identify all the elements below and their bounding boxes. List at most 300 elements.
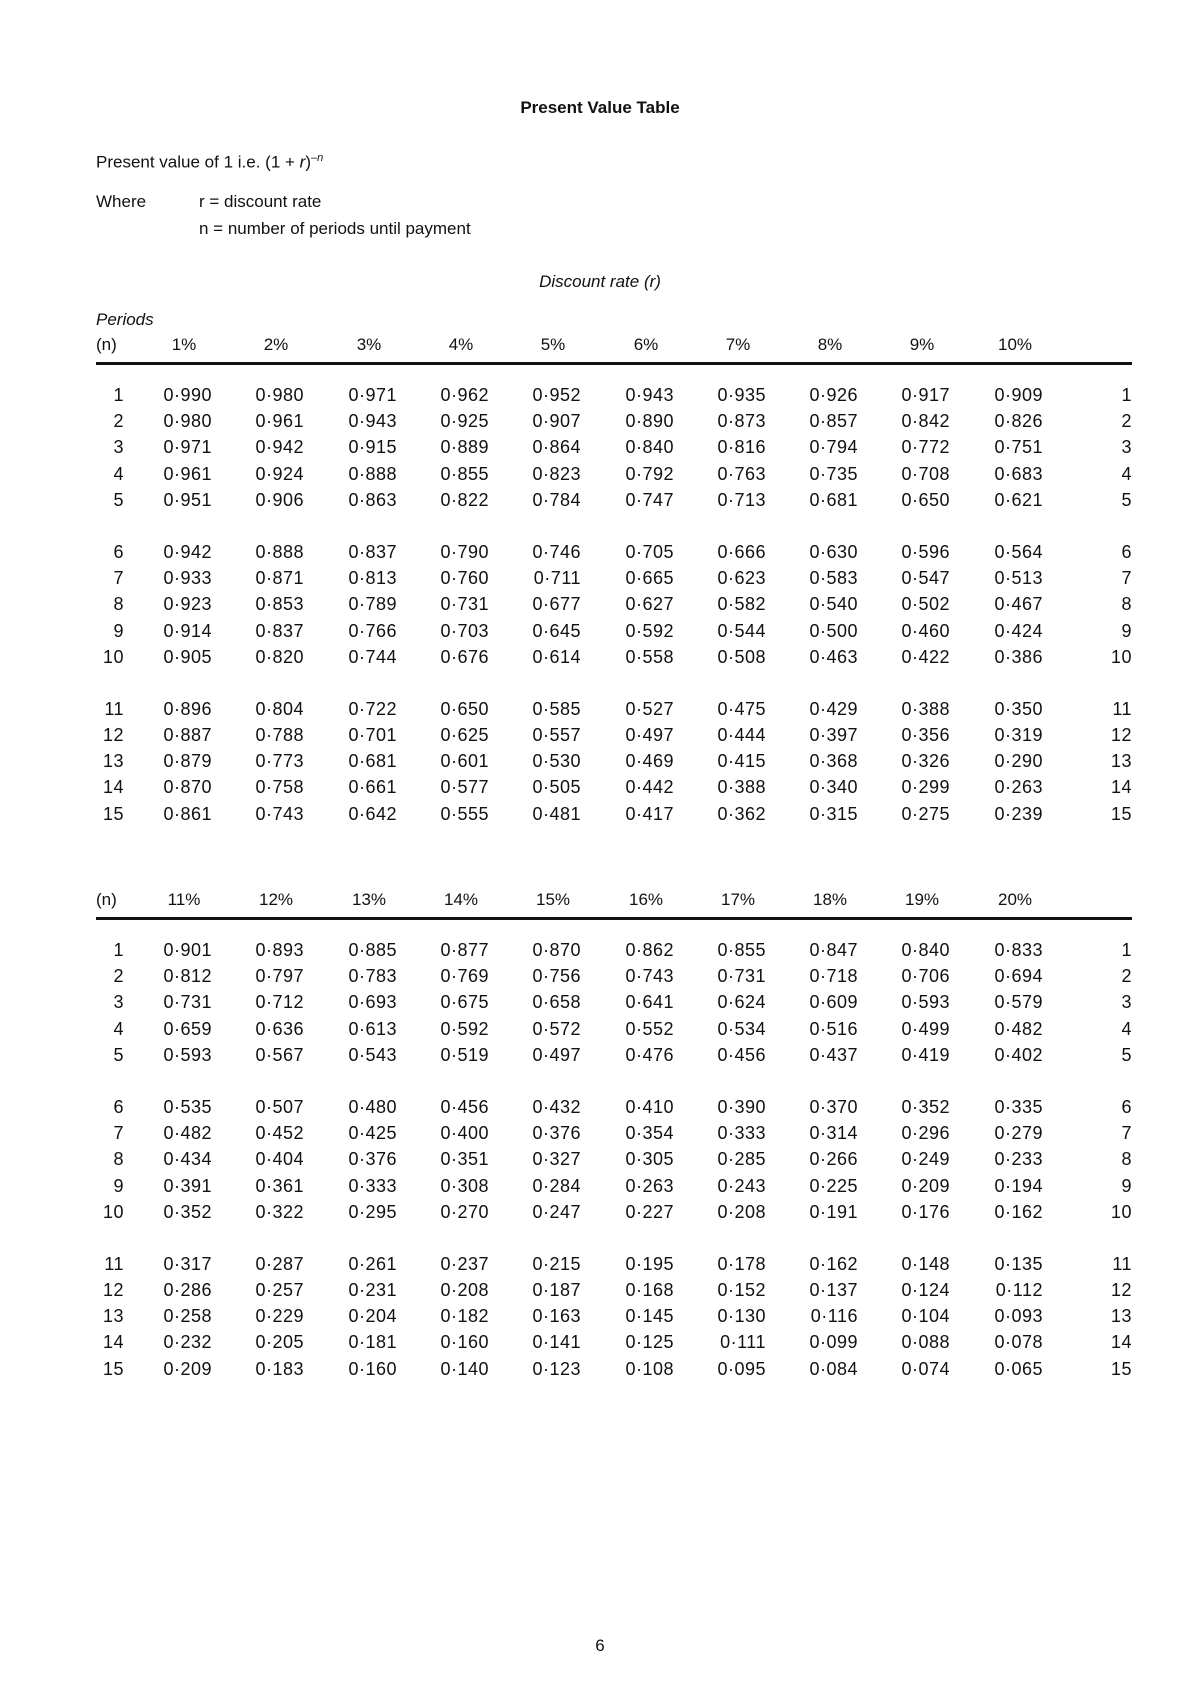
period-number-right: 8 bbox=[1121, 1149, 1132, 1170]
table-row bbox=[96, 621, 1132, 647]
table-row bbox=[96, 1045, 1132, 1071]
period-number: 14 bbox=[102, 777, 124, 798]
table-row bbox=[96, 804, 1132, 830]
period-number: 3 bbox=[113, 437, 124, 458]
pv-cell: 0·582 bbox=[717, 594, 766, 615]
pv-cell: 0·476 bbox=[625, 1044, 674, 1065]
pv-cell: 0·555 bbox=[440, 803, 489, 824]
table-row bbox=[96, 777, 1132, 803]
pv-cell: 0·112 bbox=[995, 1280, 1043, 1301]
pv-cell: 0·743 bbox=[625, 966, 674, 987]
pv-cell: 0·513 bbox=[994, 568, 1043, 589]
pv-cell: 0·890 bbox=[625, 411, 674, 432]
period-number: 6 bbox=[113, 1096, 124, 1117]
period-number-right: 2 bbox=[1121, 966, 1132, 987]
pv-cell: 0·592 bbox=[440, 1018, 489, 1039]
pv-cell: 0·625 bbox=[440, 725, 489, 746]
table-row bbox=[96, 1359, 1132, 1385]
table-row bbox=[96, 940, 1132, 966]
period-number: 12 bbox=[102, 725, 124, 746]
pv-cell: 0·773 bbox=[255, 751, 304, 772]
pv-cell: 0·706 bbox=[901, 966, 950, 987]
pv-cell: 0·718 bbox=[809, 966, 858, 987]
rate-header: 20% bbox=[997, 890, 1033, 909]
period-number-right: 1 bbox=[1121, 385, 1132, 405]
pv-cell: 0·287 bbox=[255, 1253, 304, 1274]
pv-cell: 0·614 bbox=[532, 646, 581, 667]
pv-cell: 0·788 bbox=[255, 725, 304, 746]
pv-cell: 0·361 bbox=[255, 1175, 304, 1196]
n-header: (n) bbox=[96, 890, 117, 909]
pv-cell: 0·924 bbox=[255, 463, 304, 484]
pv-cell: 0·437 bbox=[809, 1044, 858, 1065]
pv-cell: 0·713 bbox=[717, 489, 766, 510]
pv-cell: 0·630 bbox=[809, 541, 858, 562]
table-row bbox=[96, 1097, 1132, 1123]
pv-cell: 0·879 bbox=[163, 751, 212, 772]
pv-cell: 0·593 bbox=[901, 992, 950, 1013]
pv-cell: 0·747 bbox=[625, 489, 674, 510]
period-number-right: 6 bbox=[1121, 541, 1132, 562]
pv-cell: 0·460 bbox=[901, 620, 950, 641]
period-number: 11 bbox=[104, 698, 124, 719]
pv-cell: 0·410 bbox=[625, 1096, 674, 1117]
table-row bbox=[96, 411, 1132, 437]
rate-header: 3% bbox=[356, 335, 382, 354]
table-row bbox=[96, 385, 1132, 411]
pv-cell: 0·870 bbox=[532, 940, 581, 960]
pv-cell: 0·340 bbox=[809, 777, 858, 798]
pv-cell: 0·482 bbox=[163, 1123, 212, 1144]
pv-cell: 0·249 bbox=[901, 1149, 950, 1170]
pv-cell: 0·497 bbox=[625, 725, 674, 746]
period-number: 4 bbox=[113, 463, 124, 484]
period-number-right: 12 bbox=[1110, 1280, 1132, 1301]
pv-cell: 0·889 bbox=[440, 437, 489, 458]
pv-cell: 0·681 bbox=[809, 489, 858, 510]
pv-cell: 0·813 bbox=[348, 568, 397, 589]
pv-cell: 0·195 bbox=[625, 1253, 674, 1274]
period-number-right: 4 bbox=[1121, 463, 1132, 484]
pv-cell: 0·508 bbox=[717, 646, 766, 667]
period-number-right: 10 bbox=[1110, 1201, 1132, 1222]
pv-cell: 0·191 bbox=[809, 1201, 858, 1222]
pv-cell: 0·758 bbox=[255, 777, 304, 798]
pv-cell: 0·319 bbox=[994, 725, 1043, 746]
pv-cell: 0·705 bbox=[625, 541, 674, 562]
pv-cell: 0·842 bbox=[901, 411, 950, 432]
pv-cell: 0·388 bbox=[901, 698, 950, 719]
period-number-right: 13 bbox=[1110, 751, 1132, 772]
pv-cell: 0·703 bbox=[440, 620, 489, 641]
period-number-right: 3 bbox=[1121, 437, 1132, 458]
table-row bbox=[96, 751, 1132, 777]
pv-cell: 0·258 bbox=[163, 1306, 212, 1327]
pv-cell: 0·286 bbox=[163, 1280, 212, 1301]
pv-cell: 0·362 bbox=[717, 803, 766, 824]
pv-cell: 0·500 bbox=[809, 620, 858, 641]
pv-cell: 0·613 bbox=[348, 1018, 397, 1039]
pv-cell: 0·971 bbox=[163, 437, 212, 458]
pv-cell: 0·469 bbox=[625, 751, 674, 772]
definition-n: n = number of periods until payment bbox=[199, 219, 471, 238]
period-number: 8 bbox=[113, 594, 124, 615]
pv-cell: 0·194 bbox=[994, 1175, 1043, 1196]
header-rule bbox=[96, 362, 1132, 365]
period-number-right: 15 bbox=[1110, 1358, 1132, 1379]
pv-cell: 0·168 bbox=[625, 1280, 674, 1301]
pv-cell: 0·163 bbox=[532, 1306, 581, 1327]
rate-header: 4% bbox=[448, 335, 474, 354]
pv-cell: 0·567 bbox=[255, 1044, 304, 1065]
pv-cell: 0·209 bbox=[901, 1175, 950, 1196]
pv-cell: 0·650 bbox=[901, 489, 950, 510]
pv-cell: 0·333 bbox=[717, 1123, 766, 1144]
period-number: 9 bbox=[113, 1175, 124, 1196]
page-title: Present Value Table bbox=[520, 98, 680, 117]
pv-cell: 0·826 bbox=[994, 411, 1043, 432]
pv-cell: 0·694 bbox=[994, 966, 1043, 987]
pv-cell: 0·855 bbox=[440, 463, 489, 484]
table-row bbox=[96, 542, 1132, 568]
periods-label: Periods bbox=[96, 310, 154, 329]
pv-cell: 0·887 bbox=[163, 725, 212, 746]
pv-cell: 0·658 bbox=[532, 992, 581, 1013]
pv-cell: 0·873 bbox=[717, 411, 766, 432]
pv-cell: 0·847 bbox=[809, 940, 858, 960]
pv-cell: 0·322 bbox=[255, 1201, 304, 1222]
pv-cell: 0·585 bbox=[532, 698, 581, 719]
pv-cell: 0·701 bbox=[348, 725, 397, 746]
table-row bbox=[96, 1280, 1132, 1306]
pv-cell: 0·229 bbox=[255, 1306, 304, 1327]
pv-cell: 0·148 bbox=[901, 1253, 950, 1274]
pv-cell: 0·789 bbox=[348, 594, 397, 615]
pv-cell: 0·971 bbox=[348, 385, 397, 405]
pv-cell: 0·123 bbox=[532, 1358, 581, 1379]
pv-cell: 0·162 bbox=[809, 1253, 858, 1274]
pv-cell: 0·923 bbox=[163, 594, 212, 615]
pv-cell: 0·181 bbox=[348, 1332, 397, 1353]
pv-cell: 0·247 bbox=[532, 1201, 581, 1222]
pv-cell: 0·516 bbox=[809, 1018, 858, 1039]
period-number: 4 bbox=[113, 1018, 124, 1039]
pv-cell: 0·208 bbox=[440, 1280, 489, 1301]
pv-cell: 0·432 bbox=[532, 1096, 581, 1117]
rate-header: 2% bbox=[263, 335, 289, 354]
pv-cell: 0·386 bbox=[994, 646, 1043, 667]
pv-cell: 0·676 bbox=[440, 646, 489, 667]
rate-header: 7% bbox=[725, 335, 751, 354]
pv-cell: 0·915 bbox=[348, 437, 397, 458]
pv-cell: 0·990 bbox=[163, 385, 212, 405]
pv-cell: 0·861 bbox=[163, 803, 212, 824]
table-11-to-20-percent bbox=[96, 890, 1132, 1385]
where-label: Where bbox=[96, 192, 147, 211]
pv-cell: 0·237 bbox=[440, 1253, 489, 1274]
table-row bbox=[96, 966, 1132, 992]
pv-cell: 0·744 bbox=[348, 646, 397, 667]
pv-cell: 0·863 bbox=[348, 489, 397, 510]
pv-cell: 0·333 bbox=[348, 1175, 397, 1196]
pv-cell: 0·544 bbox=[717, 620, 766, 641]
period-number-right: 9 bbox=[1121, 1175, 1132, 1196]
pv-cell: 0·397 bbox=[809, 725, 858, 746]
formula-line bbox=[96, 152, 323, 173]
pv-cell: 0·074 bbox=[901, 1358, 950, 1379]
pv-cell: 0·266 bbox=[809, 1149, 858, 1170]
pv-cell: 0·661 bbox=[348, 777, 397, 798]
pv-cell: 0·116 bbox=[810, 1306, 858, 1327]
pv-cell: 0·456 bbox=[440, 1096, 489, 1117]
pv-cell: 0·760 bbox=[440, 568, 489, 589]
pv-cell: 0·783 bbox=[348, 966, 397, 987]
pv-cell: 0·160 bbox=[348, 1358, 397, 1379]
period-number: 9 bbox=[113, 620, 124, 641]
pv-cell: 0·507 bbox=[255, 1096, 304, 1117]
rate-header: 13% bbox=[351, 890, 387, 909]
table-row bbox=[96, 1123, 1132, 1149]
pv-cell: 0·893 bbox=[255, 940, 304, 960]
pv-cell: 0·579 bbox=[994, 992, 1043, 1013]
table-row bbox=[96, 1254, 1132, 1280]
pv-cell: 0·444 bbox=[717, 725, 766, 746]
period-number-right: 1 bbox=[1121, 940, 1132, 960]
period-number: 12 bbox=[102, 1280, 124, 1301]
pv-cell: 0·794 bbox=[809, 437, 858, 458]
pv-cell: 0·837 bbox=[348, 541, 397, 562]
pv-cell: 0·350 bbox=[994, 698, 1043, 719]
pv-cell: 0·888 bbox=[255, 541, 304, 562]
rate-header: 9% bbox=[909, 335, 935, 354]
rate-header: 6% bbox=[633, 335, 659, 354]
definition-r: r = discount rate bbox=[199, 192, 322, 211]
period-number-right: 9 bbox=[1121, 620, 1132, 641]
period-number-right: 6 bbox=[1121, 1096, 1132, 1117]
pv-cell: 0·232 bbox=[163, 1332, 212, 1353]
pv-cell: 0·952 bbox=[532, 385, 581, 405]
pv-cell: 0·422 bbox=[901, 646, 950, 667]
pv-cell: 0·424 bbox=[994, 620, 1043, 641]
pv-cell: 0·609 bbox=[809, 992, 858, 1013]
table-1-to-10-percent bbox=[96, 335, 1132, 830]
period-number: 10 bbox=[102, 1201, 124, 1222]
pv-cell: 0·530 bbox=[532, 751, 581, 772]
pv-cell: 0·711 bbox=[533, 568, 581, 589]
rate-header: 12% bbox=[258, 890, 294, 909]
pv-cell: 0·925 bbox=[440, 411, 489, 432]
pv-cell: 0·914 bbox=[163, 620, 212, 641]
table-row bbox=[96, 568, 1132, 594]
pv-cell: 0·645 bbox=[532, 620, 581, 641]
rate-header: 1% bbox=[171, 335, 197, 354]
period-number-right: 12 bbox=[1110, 725, 1132, 746]
pv-cell: 0·792 bbox=[625, 463, 674, 484]
pv-cell: 0·746 bbox=[532, 541, 581, 562]
pv-cell: 0·790 bbox=[440, 541, 489, 562]
pv-cell: 0·535 bbox=[163, 1096, 212, 1117]
pv-cell: 0·888 bbox=[348, 463, 397, 484]
pv-cell: 0·351 bbox=[440, 1149, 489, 1170]
period-number: 5 bbox=[113, 1044, 124, 1065]
pv-cell: 0·855 bbox=[717, 940, 766, 960]
pv-cell: 0·552 bbox=[625, 1018, 674, 1039]
pv-cell: 0·225 bbox=[809, 1175, 858, 1196]
pv-cell: 0·853 bbox=[255, 594, 304, 615]
pv-cell: 0·497 bbox=[532, 1044, 581, 1065]
pv-cell: 0·906 bbox=[255, 489, 304, 510]
pv-cell: 0·178 bbox=[717, 1253, 766, 1274]
pv-cell: 0·452 bbox=[255, 1123, 304, 1144]
pv-cell: 0·419 bbox=[901, 1044, 950, 1065]
pv-cell: 0·877 bbox=[440, 940, 489, 960]
pv-cell: 0·182 bbox=[440, 1306, 489, 1327]
pv-cell: 0·577 bbox=[440, 777, 489, 798]
pv-cell: 0·376 bbox=[532, 1123, 581, 1144]
pv-cell: 0·187 bbox=[532, 1280, 581, 1301]
pv-cell: 0·935 bbox=[717, 385, 766, 405]
pv-cell: 0·592 bbox=[625, 620, 674, 641]
formula-close: ) bbox=[305, 152, 311, 172]
pv-cell: 0·731 bbox=[717, 966, 766, 987]
pv-cell: 0·962 bbox=[440, 385, 489, 405]
pv-cell: 0·547 bbox=[901, 568, 950, 589]
rate-header: 8% bbox=[817, 335, 843, 354]
pv-cell: 0·636 bbox=[255, 1018, 304, 1039]
pv-cell: 0·481 bbox=[532, 803, 581, 824]
pv-cell: 0·263 bbox=[625, 1175, 674, 1196]
pv-cell: 0·641 bbox=[625, 992, 674, 1013]
table-row bbox=[96, 647, 1132, 673]
rate-header: 18% bbox=[812, 890, 848, 909]
header-row bbox=[96, 335, 1132, 359]
pv-cell: 0·376 bbox=[348, 1149, 397, 1170]
pv-cell: 0·429 bbox=[809, 698, 858, 719]
pv-cell: 0·772 bbox=[901, 437, 950, 458]
pv-cell: 0·642 bbox=[348, 803, 397, 824]
pv-cell: 0·601 bbox=[440, 751, 489, 772]
pv-cell: 0·130 bbox=[717, 1306, 766, 1327]
pv-cell: 0·583 bbox=[809, 568, 858, 589]
period-number-right: 4 bbox=[1121, 1018, 1132, 1039]
pv-cell: 0·296 bbox=[901, 1123, 950, 1144]
pv-cell: 0·840 bbox=[901, 940, 950, 960]
header-rule bbox=[96, 917, 1132, 920]
pv-cell: 0·352 bbox=[163, 1201, 212, 1222]
period-number-right: 7 bbox=[1121, 1123, 1132, 1144]
discount-rate-caption: Discount rate (r) bbox=[539, 272, 661, 291]
pv-cell: 0·442 bbox=[625, 777, 674, 798]
pv-cell: 0·204 bbox=[348, 1306, 397, 1327]
pv-cell: 0·093 bbox=[994, 1306, 1043, 1327]
pv-cell: 0·400 bbox=[440, 1123, 489, 1144]
pv-cell: 0·683 bbox=[994, 463, 1043, 484]
period-number: 2 bbox=[113, 411, 124, 432]
pv-cell: 0·370 bbox=[809, 1096, 858, 1117]
period-number: 1 bbox=[113, 385, 124, 405]
pv-cell: 0·140 bbox=[440, 1358, 489, 1379]
pv-cell: 0·623 bbox=[717, 568, 766, 589]
pv-cell: 0·543 bbox=[348, 1044, 397, 1065]
pv-cell: 0·285 bbox=[717, 1149, 766, 1170]
pv-cell: 0·870 bbox=[163, 777, 212, 798]
pv-cell: 0·308 bbox=[440, 1175, 489, 1196]
pv-cell: 0·290 bbox=[994, 751, 1043, 772]
pv-cell: 0·823 bbox=[532, 463, 581, 484]
pv-cell: 0·475 bbox=[717, 698, 766, 719]
pv-cell: 0·816 bbox=[717, 437, 766, 458]
pv-cell: 0·756 bbox=[532, 966, 581, 987]
rate-header: 17% bbox=[720, 890, 756, 909]
pv-cell: 0·624 bbox=[717, 992, 766, 1013]
pv-cell: 0·279 bbox=[994, 1123, 1043, 1144]
pv-cell: 0·593 bbox=[163, 1044, 212, 1065]
pv-cell: 0·961 bbox=[255, 411, 304, 432]
period-number-right: 2 bbox=[1121, 411, 1132, 432]
pv-cell: 0·909 bbox=[994, 385, 1043, 405]
pv-cell: 0·731 bbox=[440, 594, 489, 615]
pv-cell: 0·425 bbox=[348, 1123, 397, 1144]
pv-cell: 0·833 bbox=[994, 940, 1043, 960]
table-row bbox=[96, 992, 1132, 1018]
pv-cell: 0·499 bbox=[901, 1018, 950, 1039]
pv-cell: 0·812 bbox=[163, 966, 212, 987]
pv-cell: 0·299 bbox=[901, 777, 950, 798]
period-number: 6 bbox=[113, 541, 124, 562]
pv-cell: 0·152 bbox=[717, 1280, 766, 1301]
table-row bbox=[96, 464, 1132, 490]
pv-cell: 0·263 bbox=[994, 777, 1043, 798]
pv-cell: 0·125 bbox=[625, 1332, 674, 1353]
pv-cell: 0·104 bbox=[901, 1306, 950, 1327]
pv-cell: 0·326 bbox=[901, 751, 950, 772]
pv-cell: 0·769 bbox=[440, 966, 489, 987]
pv-cell: 0·356 bbox=[901, 725, 950, 746]
period-number-right: 11 bbox=[1112, 1253, 1132, 1274]
period-number-right: 11 bbox=[1112, 698, 1132, 719]
pv-cell: 0·317 bbox=[163, 1253, 212, 1274]
period-number: 11 bbox=[104, 1253, 124, 1274]
pv-cell: 0·141 bbox=[532, 1332, 581, 1353]
pv-cell: 0·215 bbox=[532, 1253, 581, 1274]
pv-cell: 0·712 bbox=[255, 992, 304, 1013]
pv-cell: 0·482 bbox=[994, 1018, 1043, 1039]
pv-cell: 0·135 bbox=[994, 1253, 1043, 1274]
pv-cell: 0·885 bbox=[348, 940, 397, 960]
pv-cell: 0·295 bbox=[348, 1201, 397, 1222]
pv-cell: 0·864 bbox=[532, 437, 581, 458]
pv-cell: 0·857 bbox=[809, 411, 858, 432]
period-number-right: 5 bbox=[1121, 1044, 1132, 1065]
table-row bbox=[96, 1202, 1132, 1228]
pv-cell: 0·088 bbox=[901, 1332, 950, 1353]
pv-cell: 0·108 bbox=[625, 1358, 674, 1379]
pv-cell: 0·804 bbox=[255, 698, 304, 719]
pv-cell: 0·183 bbox=[255, 1358, 304, 1379]
formula-exponent: –n bbox=[311, 152, 324, 164]
pv-cell: 0·943 bbox=[625, 385, 674, 405]
pv-cell: 0·943 bbox=[348, 411, 397, 432]
pv-cell: 0·840 bbox=[625, 437, 674, 458]
pv-cell: 0·480 bbox=[348, 1096, 397, 1117]
pv-cell: 0·209 bbox=[163, 1358, 212, 1379]
rate-header: 11% bbox=[167, 890, 201, 909]
period-number: 15 bbox=[102, 803, 124, 824]
table-row bbox=[96, 725, 1132, 751]
pv-cell: 0·763 bbox=[717, 463, 766, 484]
pv-cell: 0·942 bbox=[163, 541, 212, 562]
rate-header: 16% bbox=[628, 890, 664, 909]
